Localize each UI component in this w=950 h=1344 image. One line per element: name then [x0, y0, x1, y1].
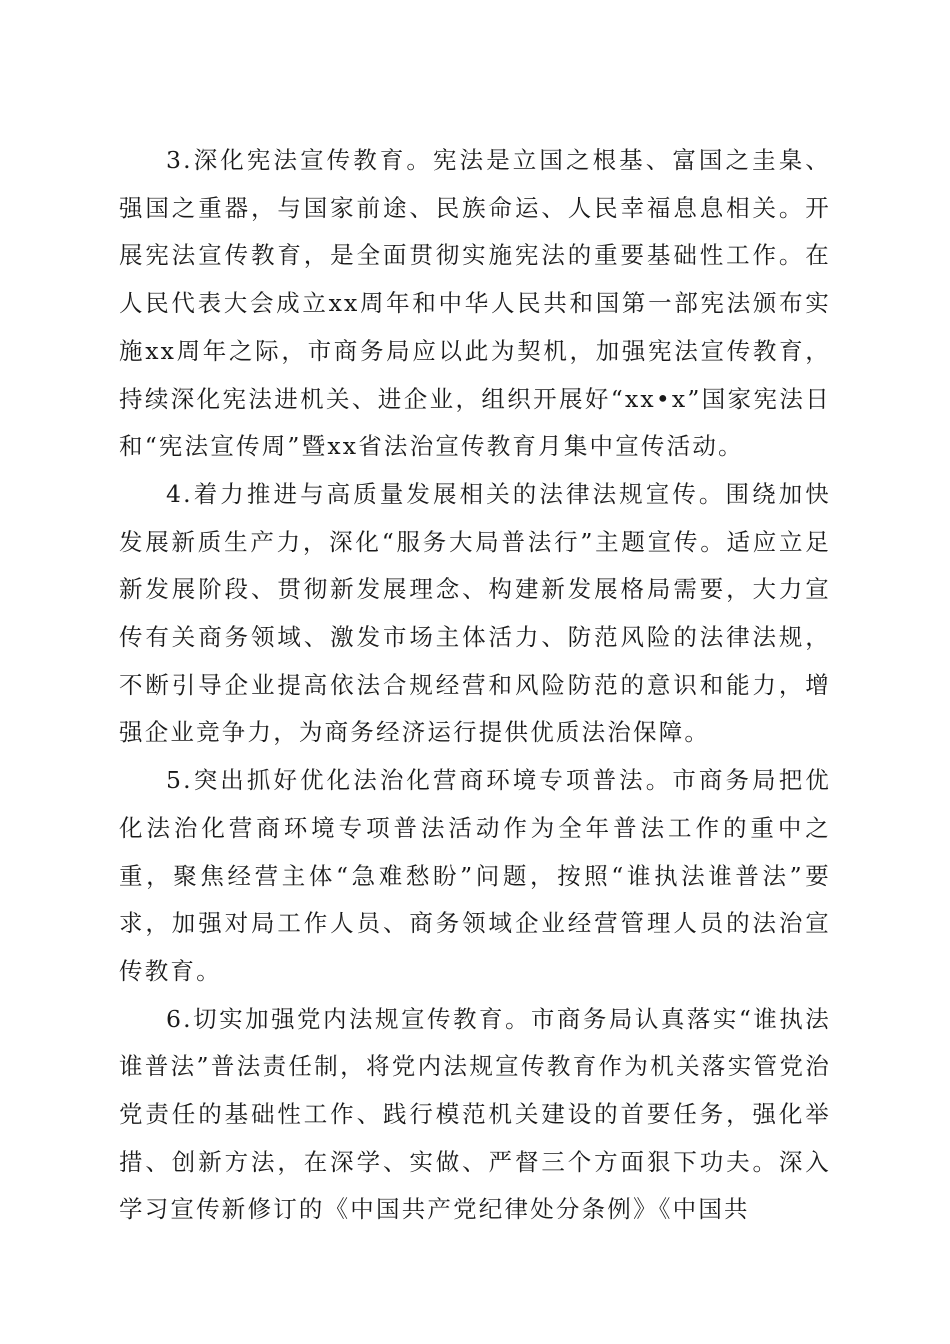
- paragraph-party-regulations-education: 6.切实加强党内法规宣传教育。市商务局认真落实“谁执法谁普法”普法责任制，将党内法规宣传教育作为机关落实管党治党责任的基础性工作、践行模范机关建设的首要任务，强化举措、创新方法，在深学、实做、严督三个方面狠下功夫。深入学习宣传新修订的《中国共产党纪律处分条例》《中国共: [119, 1004, 831, 1224]
- paragraph-high-quality-development-law: 4.着力推进与高质量发展相关的法律法规宣传。围绕加快发展新质生产力，深化“服务大局普法行”主题宣传。适应立足新发展阶段、贯彻新发展理念、构建新发展格局需要，大力宣传有关商务领域、激发市场主体活力、防范风险的法律法规，不断引导企业提高依法合规经营和风险防范的意识和能力，增强企业竞争力，为商务经济运行提供优质法治保障。: [119, 479, 831, 747]
- paragraph-constitution-education: 3.深化宪法宣传教育。宪法是立国之根基、富国之圭臬、强国之重器，与国家前途、民族命运、人民幸福息息相关。开展宪法宣传教育，是全面贯彻实施宪法的重要基础性工作。在人民代表大会成立xx周年和中华人民共和国第一部宪法颁布实施xx周年之际，市商务局应以此为契机，加强宪法宣传教育，持续深化宪法进机关、进企业，组织开展好“xx•x”国家宪法日和“宪法宣传周”暨xx省法治宣传教育月集中宣传活动。: [119, 146, 831, 461]
- paragraph-business-environment-law: 5.突出抓好优化法治化营商环境专项普法。市商务局把优化法治化营商环境专项普法活动作为全年普法工作的重中之重，聚焦经营主体“急难愁盼”问题，按照“谁执法谁普法”要求，加强对局工作人员、商务领域企业经营管理人员的法治宣传教育。: [119, 766, 831, 985]
- document-body: [119, 137, 831, 1234]
